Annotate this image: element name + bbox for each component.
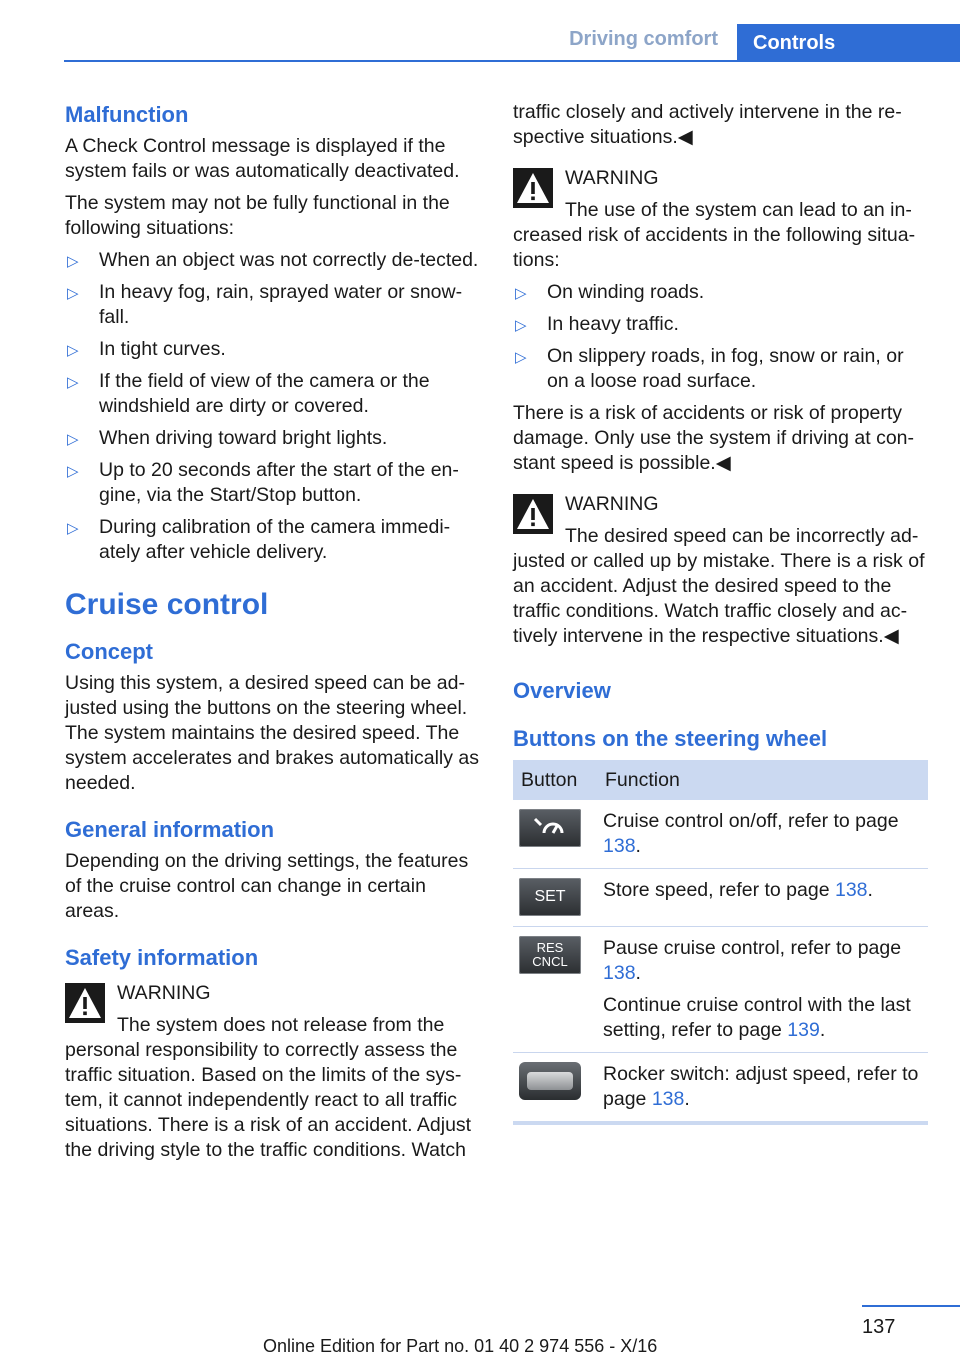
triangle-bullet-icon: ▷ [515, 317, 527, 334]
function-cell: Pause cruise control, refer to page 138. Continue cruise control with the last setting, refer to page 139. [597, 927, 928, 1053]
malfunction-paragraph-2: The system may not be fully functional in the following situations: [65, 192, 450, 239]
malfunction-list [65, 248, 481, 565]
page-number: 137 [862, 1316, 896, 1338]
warning-block [65, 981, 481, 1163]
continued-paragraph: traffic closely and actively intervene in the re-spective situations.◀ [513, 101, 902, 148]
page-link[interactable]: 138 [603, 962, 636, 984]
function-cell: Store speed, refer to page 138. [597, 869, 928, 927]
general-information-paragraph: Depending on the driving settings, the features of the cruise control can change in certain areas. [65, 850, 469, 922]
list-item: ▷ In heavy fog, rain, sprayed water or snow-fall. [67, 281, 463, 328]
warning-list [513, 280, 928, 394]
table-row [513, 869, 928, 927]
warning-triangle-icon [65, 983, 105, 1023]
column-header-function: Function [597, 760, 928, 800]
cruise-toggle-icon [519, 809, 581, 847]
concept-heading: Concept [65, 639, 153, 664]
chapter-tab[interactable]: Controls [737, 24, 960, 62]
cruise-control-heading: Cruise control [65, 588, 269, 621]
warning-label: WARNING [565, 167, 659, 189]
triangle-bullet-icon: ▷ [67, 253, 79, 270]
header-rule [64, 60, 960, 62]
warning-text: The desired speed can be incorrectly ad-justed or called up by mistake. There is a risk of an accident. Adjust the desired speed to the traffic conditions. Watch traffic closely and ac-tively intervene in the respective situations.◀ [513, 525, 925, 647]
page-header [0, 0, 960, 62]
set-button-icon: SET [519, 878, 581, 916]
triangle-bullet-icon: ▷ [67, 520, 79, 537]
table-header-row [513, 760, 928, 800]
triangle-bullet-icon: ▷ [515, 349, 527, 366]
triangle-bullet-icon: ▷ [67, 285, 79, 302]
table-row [513, 927, 928, 1053]
right-column [513, 100, 928, 1125]
edition-text: Online Edition for Part no. 01 40 2 974 556 - X/16 [263, 1336, 658, 1356]
column-header-button: Button [513, 760, 597, 800]
list-item: ▷ When an object was not correctly de-tected. [65, 248, 481, 273]
list-item: ▷ In heavy traffic. [513, 312, 928, 337]
page-link[interactable]: 138 [834, 879, 868, 901]
triangle-bullet-icon: ▷ [67, 374, 79, 391]
list-item: ▷ On winding roads. [513, 280, 928, 305]
res-cncl-button-icon: RES CNCL [519, 936, 581, 974]
buttons-table [513, 760, 928, 1125]
list-item: ▷ On slippery roads, in fog, snow or rain, or on a loose road surface. [515, 345, 904, 392]
page-link[interactable]: 139 [787, 1019, 820, 1041]
safety-information-heading: Safety information [65, 945, 259, 970]
function-cell: Rocker switch: adjust speed, refer to page 138. [597, 1053, 928, 1124]
triangle-bullet-icon: ▷ [67, 342, 79, 359]
warning-block [513, 166, 928, 273]
function-cell: Cruise control on/off, refer to page 138. [597, 800, 928, 869]
warning-triangle-icon [513, 168, 553, 208]
warning-text: The use of the system can lead to an in-creased risk of accidents in the following situa-tions: [513, 199, 916, 271]
risk-paragraph: There is a risk of accidents or risk of property damage. Only use the system if driving at con-stant speed is possible.◀ [513, 402, 915, 474]
page-link[interactable]: 138 [651, 1088, 685, 1110]
concept-paragraph: Using this system, a desired speed can be ad-justed using the buttons on the steering wheel. The system maintains the desired speed. The system accelerates and brakes automatically as needed. [65, 672, 480, 794]
left-column [65, 100, 481, 1170]
page-link[interactable]: 138 [603, 835, 636, 857]
list-item: ▷ When driving toward bright lights. [65, 426, 481, 451]
warning-label: WARNING [565, 493, 659, 515]
malfunction-paragraph-1: A Check Control message is displayed if the system fails or was automatically deactivated. [65, 135, 460, 182]
table-row [513, 1053, 928, 1124]
buttons-heading: Buttons on the steering wheel [513, 726, 828, 751]
list-item: ▷ Up to 20 seconds after the start of the en-gine, via the Start/Stop button. [67, 459, 459, 506]
triangle-bullet-icon: ▷ [67, 463, 79, 480]
list-item: ▷ If the field of view of the camera or the windshield are dirty or covered. [67, 370, 430, 417]
rocker-switch-icon [519, 1062, 581, 1100]
general-information-heading: General information [65, 817, 275, 842]
list-item: ▷ During calibration of the camera immedi-ately after vehicle delivery. [67, 516, 451, 563]
triangle-bullet-icon: ▷ [67, 431, 79, 448]
footer-rule [862, 1305, 960, 1307]
warning-text: The system does not release from the personal responsibility to correctly assess the traffic situation. Based on the limits of the sys-tem, it cannot independently react to all traffic situations. There is a risk of an accident. Adjust the driving style to the traffic conditions. Watch [65, 1014, 472, 1161]
overview-heading: Overview [513, 678, 611, 703]
warning-triangle-icon [513, 494, 553, 534]
table-row [513, 800, 928, 869]
section-label: Driving comfort [569, 28, 718, 50]
warning-block [513, 492, 928, 649]
triangle-bullet-icon: ▷ [515, 285, 527, 302]
warning-label: WARNING [117, 982, 211, 1004]
list-item: ▷ In tight curves. [65, 337, 481, 362]
malfunction-heading: Malfunction [65, 102, 189, 127]
